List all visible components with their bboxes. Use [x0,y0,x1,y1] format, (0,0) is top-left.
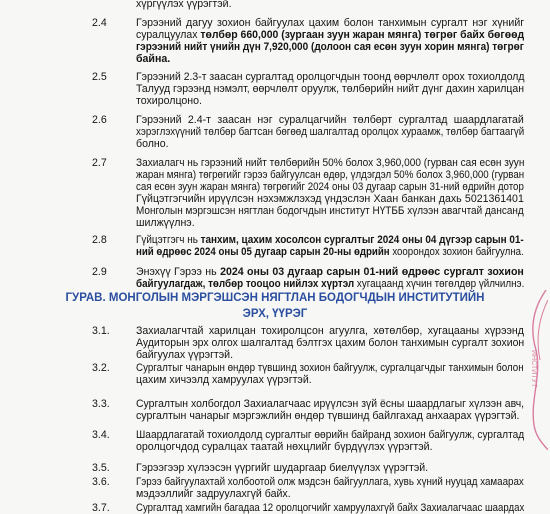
clause-text-line [136,29,524,41]
clause-number: 3.2. [92,362,110,374]
clause-text-line [136,83,524,95]
stamp-icon [522,290,548,450]
text: Сургалтыг чанарын өндөр түвшинд зохион байгуулж, сургалцагчдыг танхимын болон [136,362,524,374]
clause-text-line [136,502,524,514]
text: Гэрээний дагуу зохион байгуулах цахим болон танхимын сургалт нэг хүнийг [136,17,525,29]
clause-text-line [136,462,428,474]
clause-text-line [136,441,433,453]
text: хоорондох зохион байгуулна. [389,246,524,258]
clause-text-line [136,71,524,83]
text: Гэрээгээр хүлээсэн үүргийг шударгаар биелүүлэх үүрэгтэй. [136,462,429,474]
clause-text-line [136,126,524,138]
text: Шаардлагатай тохиолдолд сургалтыг өөрийн байранд зохион байгуулж, сургалтад [136,429,525,441]
bold-text: танхим, цахим хосолсон сургалтыг 2024 оны 04 дүгээр сарын 01- [200,234,524,246]
text: Гүйцэтгэгч нь [136,234,201,246]
clause-text-line [136,362,524,374]
text: мэдээллийг задруулахгүй байх. [136,488,291,500]
clause-text-line [136,374,312,386]
bold-text: 2024 оны 03 дугаар сарын 01-ний өдрөөс сургалт зохион [220,266,524,278]
clause-text-line [136,337,524,349]
text: цахим хичээлд хамруулах үүрэгтэй. [136,374,312,386]
stamp-text: ИНСТИТУТ [530,350,537,388]
text: хугацаанд хүчин төгөлдөр үйлчилнэ. [354,278,525,290]
text: оролцогчдод суралцах таатай нөхцлийг бүрдүүлэх үүрэгтэй. [136,441,433,453]
clause-number: 3.1. [92,325,110,337]
clause-text-line [136,398,524,410]
text: сая есөн зуун жаран мянга) төгрөгийг 2024 оны 03 дугаар сарын 31-ний өдрийн дотор [136,181,524,193]
clause-text-line [136,95,202,107]
text: суралцуулах [136,29,201,41]
text: хэрэглэхүүний төлбөр багтсан бөгөөд шалгалтад оролцох хураамж, төлбөр багтаагүй [136,126,525,138]
clause-text-line [136,205,524,217]
bold-text: төлбөр 660,000 (зургаан зуун жаран мянга) төгрөг байх бөгөөд [200,29,525,41]
text: болно. [136,138,169,150]
clause-number: 2.7 [92,157,107,169]
text: Сургалтад хамгийн багадаа 12 оролцогчийг хамруулахгүй байх Захиалагчаас шаардах [136,502,525,514]
text: Гүйцэтгэгчийн ирүүлсэн нэхэмжлэхэд үндэслэн Хаан банкан дахь 5021361401 [136,193,524,205]
clause-text-line [136,476,524,488]
clause-text-line [136,41,524,53]
clause-text-line [136,193,524,205]
section-heading: ГУРАВ. МОНГОЛЫН МЭРГЭШСЭН НЯГТЛАН БОДОГЧДЫН ИНСТИТУТИЙН [65,292,485,304]
clause-number: 3.3. [92,398,110,410]
clause-text-line [136,0,232,10]
clause-number: 2.6 [92,114,107,126]
clause-text-line [136,53,170,65]
clause-text-line [136,17,524,29]
text: Захиалагч нь гэрээний нийт төлбөрийн 50% болох 3,960,000 (гурван сая есөн зуун [136,157,525,169]
text: Гэрээний 2.3-т заасан сургалтад оролцогчдын тоонд өөрчлөлт орох тохиолдолд [136,71,525,83]
clause-number: 2.5 [92,71,107,83]
clause-text-line [136,114,524,126]
clause-text-line [136,266,524,278]
clause-text-line [136,246,524,258]
clause-text-line [136,488,291,500]
text: Гэрээ байгуулахтай холбоотой олж мэдсэн байгууллага, хувь хүний нууцад хамаарах [136,476,524,488]
bold-text: байна. [136,53,171,65]
bold-text: гэрээний нийт үнийн дүн 7,920,000 (долоон сая есөн зуун хорин мянга) төгрөг [136,41,524,53]
clause-number: 3.7. [92,502,110,514]
text: Талууд гэрээнд нэмэлт, өөрчлөлт оруулж, төлбөрийн нийт дүнг дахин харилцан [136,83,525,95]
text: байгуулах үүрэгтэй. [136,349,234,361]
text: тохиролцоно. [136,95,202,107]
clause-text-line [136,278,524,290]
clause-text-line [136,429,524,441]
clause-number: 3.5. [92,462,110,474]
bold-text: ний өдрөөс 2024 оны 05 дугаар сарын 20-ны өдрийн [136,246,390,258]
text: жаран мянга) төгрөгийг гэрээ байгуулсан өдөр, үлдэгдэл 50% болох 3,960,000 (гурван [136,169,525,181]
text: шилжүүлнэ. [136,217,195,229]
bold-text: байгуулагдаж, төлбөр тооцоо нийлэх хүртэл [136,278,355,290]
clause-text-line [136,234,524,246]
clause-text-line [136,169,524,181]
clause-text-line [136,349,233,361]
clause-text-line [136,217,195,229]
text: сургалтын чанарыг мэргэжлийн өндөр түвшинд байлгахад анхаарах үүрэгтэй. [136,410,520,422]
clause-text-line [136,181,524,193]
text: Энэхүү Гэрээ нь [136,266,221,278]
section-heading-subtitle: ЭРХ, ҮҮРЭГ [242,308,308,320]
text: Гэрээний 2.4-т заасан нэг суралцагчийн төлбөрт сургалтад шаардлагатай [136,114,524,126]
text: Аудиторын эрх олгох шалгалтад бэлтгэх цахим болон танхимын сургалт зохион [136,337,525,349]
clause-text-line [136,410,520,422]
text: хүргүүлэх үүрэгтэй. [136,0,232,10]
clause-text-line [136,138,169,150]
clause-number: 2.4 [92,17,107,29]
clause-number: 3.6. [92,476,110,488]
text: Монголын мэргэшсэн нягтлан бодогчдын институт НҮТББ хүлээн авагчтай дансанд [136,205,524,217]
clause-text-line [136,157,524,169]
clause-text-line [136,325,524,337]
clause-number: 2.8 [92,234,107,246]
text: Захиалагчтай харилцан тохиролцсон агуулга, хөтөлбөр, хугацааны хүрээнд [136,325,524,337]
text: Сургалтын холбогдол Захиалагчаас ирүүлсэн зүй ёсны шаардлагыг хүлээн авч, [136,398,525,410]
clause-number: 3.4. [92,429,110,441]
clause-number: 2.9 [92,266,107,278]
